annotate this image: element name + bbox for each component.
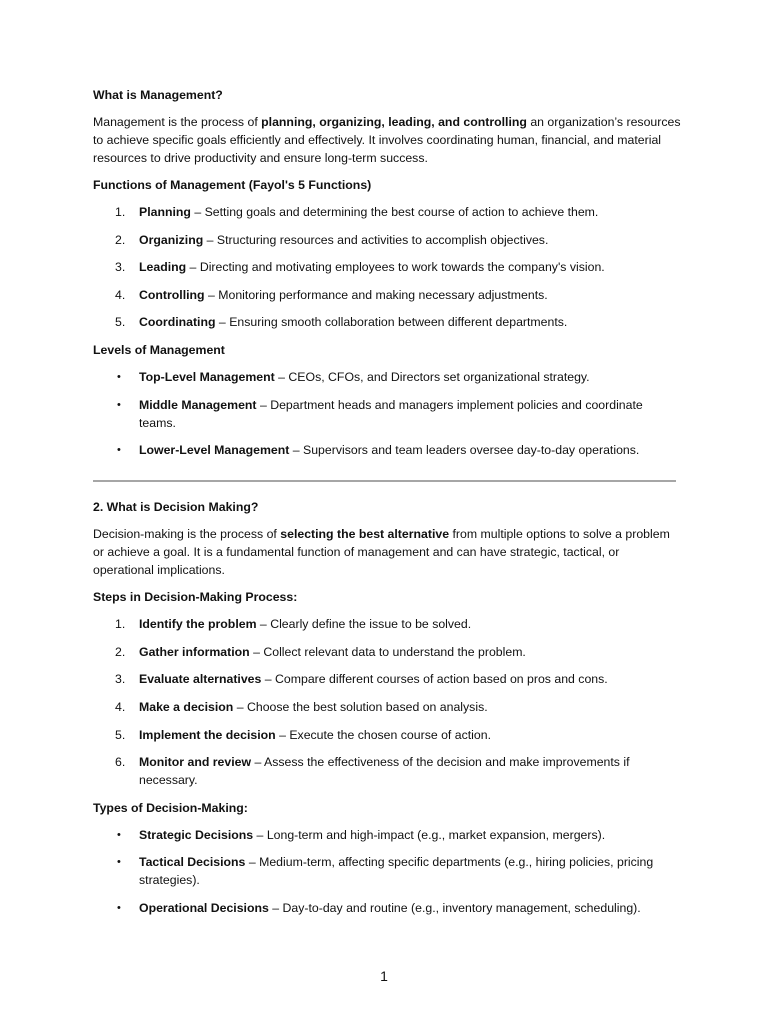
list-item bbox=[93, 670, 683, 688]
list-item bbox=[93, 286, 683, 304]
intro-text-pre: Management is the process of bbox=[93, 115, 262, 129]
list-item-term: Gather information bbox=[139, 644, 250, 659]
list-item bbox=[93, 313, 683, 331]
list-item-desc: – Monitoring performance and making necessary adjustments. bbox=[204, 287, 548, 302]
list-number: 3. bbox=[115, 672, 126, 687]
list-number: 1. bbox=[115, 205, 126, 219]
list-item-desc: – Structuring resources and activities to accomplish objectives. bbox=[203, 232, 549, 247]
list-item-desc: – Collect relevant data to understand the problem. bbox=[249, 644, 526, 659]
types-list bbox=[93, 826, 683, 917]
horizontal-divider bbox=[93, 480, 676, 482]
list-item bbox=[93, 698, 683, 716]
intro-text-pre: Decision-making is the process of bbox=[93, 527, 281, 542]
list-item-desc: – Directing and motivating employees to work towards the company's vision. bbox=[186, 260, 605, 275]
list-number: 3. bbox=[115, 260, 126, 275]
list-item-term: Tactical Decisions bbox=[139, 855, 246, 870]
list-item-term: Organizing bbox=[139, 232, 204, 247]
list-item bbox=[93, 826, 683, 844]
steps-list bbox=[93, 615, 683, 789]
bullet-icon: • bbox=[117, 856, 121, 869]
list-number: 1. bbox=[115, 617, 126, 632]
list-item-desc: – Execute the chosen course of action. bbox=[275, 727, 491, 742]
list-item-term: Operational Decisions bbox=[139, 900, 269, 915]
list-item-term: Monitor and review bbox=[139, 755, 252, 770]
list-item-term: Controlling bbox=[139, 287, 205, 302]
intro-text-post: an organization’s resources to achieve specific goals efficiently and effectively. It involves coordinating human, financial, and material resources to drive productivity and ensure long-term success. bbox=[93, 115, 681, 165]
management-intro-paragraph bbox=[93, 113, 683, 167]
intro-text-post: from multiple options to solve a problem or achieve a goal. It is a fundamental function of management and can have strategic, tactical, or operational implications. bbox=[93, 527, 670, 578]
intro-text-bold: planning, organizing, leading, and controlling bbox=[261, 115, 527, 129]
list-item bbox=[93, 396, 683, 432]
list-item bbox=[93, 726, 683, 744]
list-item bbox=[93, 368, 683, 386]
list-number: 4. bbox=[115, 699, 126, 714]
list-item-term: Leading bbox=[139, 260, 187, 275]
intro-text-bold: selecting the best alternative bbox=[280, 527, 450, 542]
list-item-term: Planning bbox=[139, 205, 191, 219]
levels-heading: Levels of Management bbox=[93, 342, 225, 357]
steps-heading: Steps in Decision-Making Process: bbox=[93, 590, 298, 605]
list-item-desc: – Compare different courses of action based on pros and cons. bbox=[261, 672, 608, 687]
list-item-desc: – Day-to-day and routine (e.g., inventory management, scheduling). bbox=[268, 900, 641, 915]
bullet-icon: • bbox=[117, 398, 121, 411]
list-item-desc: – Assess the effectiveness of the decision and make improvements if necessary. bbox=[139, 755, 630, 788]
list-item bbox=[93, 203, 683, 221]
list-item-desc: – Medium-term, affecting specific departments (e.g., hiring policies, pricing strategies). bbox=[139, 855, 654, 888]
list-item bbox=[93, 643, 683, 661]
page-number: 1 bbox=[380, 968, 388, 984]
list-item-desc: – Department heads and managers implement policies and coordinate teams. bbox=[139, 397, 643, 430]
decision-intro-paragraph bbox=[93, 525, 683, 579]
functions-list bbox=[93, 203, 683, 331]
list-item-term: Coordinating bbox=[139, 315, 216, 330]
list-number: 5. bbox=[115, 315, 126, 330]
list-item bbox=[93, 441, 683, 459]
list-item-term: Middle Management bbox=[139, 397, 257, 412]
list-item-term: Implement the decision bbox=[139, 727, 276, 742]
list-item-desc: – Supervisors and team leaders oversee day-to-day operations. bbox=[289, 443, 640, 458]
types-heading: Types of Decision-Making: bbox=[93, 800, 248, 815]
list-number: 6. bbox=[115, 755, 126, 770]
document-page bbox=[93, 86, 683, 927]
levels-list bbox=[93, 368, 683, 459]
list-item-desc: – Choose the best solution based on analysis. bbox=[233, 699, 488, 714]
section-heading-management: What is Management? bbox=[93, 88, 223, 102]
list-item-desc: – Long-term and high-impact (e.g., market expansion, mergers). bbox=[253, 827, 606, 842]
list-number: 2. bbox=[115, 232, 126, 247]
list-item-term: Make a decision bbox=[139, 699, 234, 714]
list-item-desc: – CEOs, CFOs, and Directors set organizational strategy. bbox=[274, 369, 590, 384]
list-number: 2. bbox=[115, 644, 126, 659]
list-item-desc: – Clearly define the issue to be solved. bbox=[256, 617, 472, 632]
list-item bbox=[93, 231, 683, 249]
list-item-term: Top-Level Management bbox=[139, 369, 275, 384]
list-item-term: Lower-Level Management bbox=[139, 443, 290, 458]
list-number: 4. bbox=[115, 287, 126, 302]
list-item-term: Identify the problem bbox=[139, 617, 257, 632]
section-heading-decision-making: 2. What is Decision Making? bbox=[93, 500, 259, 515]
bullet-icon: • bbox=[117, 828, 121, 841]
functions-heading: Functions of Management (Fayol's 5 Functions) bbox=[93, 178, 372, 192]
bullet-icon: • bbox=[117, 370, 121, 383]
bullet-icon: • bbox=[117, 444, 121, 457]
list-number: 5. bbox=[115, 727, 126, 742]
list-item bbox=[93, 615, 683, 633]
bullet-icon: • bbox=[117, 901, 121, 914]
list-item-term: Evaluate alternatives bbox=[139, 672, 262, 687]
list-item bbox=[93, 753, 683, 789]
list-item-desc: – Setting goals and determining the best course of action to achieve them. bbox=[190, 205, 599, 219]
list-item-desc: – Ensuring smooth collaboration between different departments. bbox=[215, 315, 568, 330]
list-item bbox=[93, 258, 683, 276]
list-item bbox=[93, 853, 683, 889]
list-item-term: Strategic Decisions bbox=[139, 827, 254, 842]
list-item bbox=[93, 899, 683, 917]
